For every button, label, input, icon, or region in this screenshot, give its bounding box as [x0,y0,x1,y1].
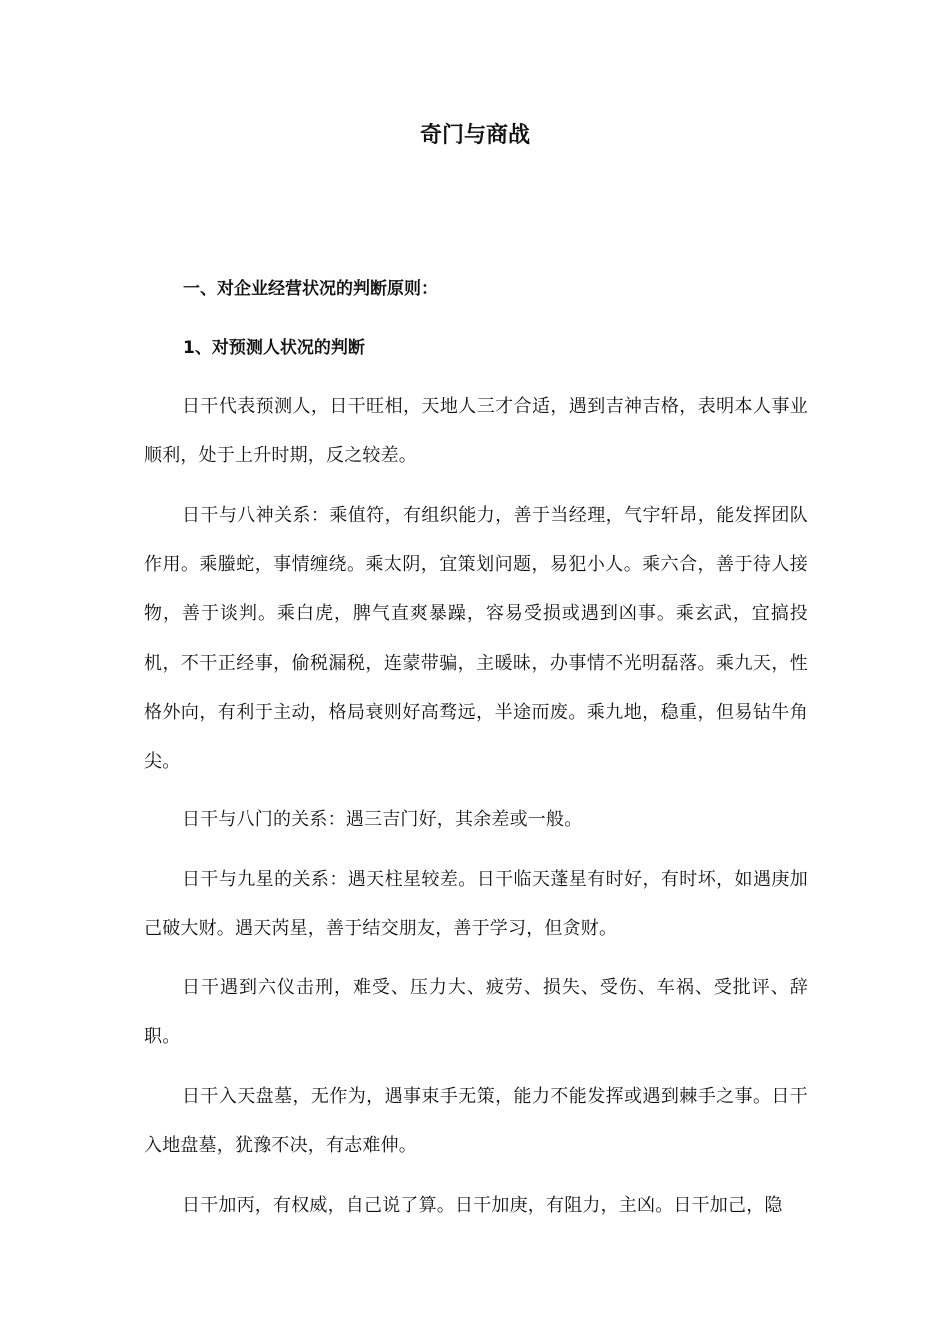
paragraph-eight-gates: 日干与八门的关系：遇三吉门好，其余差或一般。 [182,809,583,830]
paragraph-eight-gods: 日干与八神关系：乘值符，有组织能力，善于当经理，气宇轩昂，能发挥团队作用。乘螣蛇，事情缠绕。乘太阴，宜策划问题，易犯小人。乘六合，善于待人接物，善于谈判。乘白虎，脾气直爽暴躁，容易受损或遇到凶事。乘玄武，宜搞投机，不干正经事，偷税漏税，连蒙带骗，主暖昧，办事情不光明磊落。乘九天，性格外向，有利于主动，格局衰则好高骛远，半途而废。乘九地，稳重，但易钻牛角尖。 [144,505,808,773]
paragraph-day-stem-combinations: 日干加丙，有权威，自己说了算。日干加庚，有阻力，主凶。日干加己，隐 [182,1195,783,1216]
paragraph-six-yi-punishment: 日干遇到六仪击刑，难受、压力大、疲劳、损失、受伤、车祸、受批评、辞职。 [144,977,808,1048]
subsection-heading: 1、对预测人状况的判断 [183,338,365,358]
section-heading: 一、对企业经营状况的判断原则： [183,279,438,299]
paragraph-predictor-status: 日干代表预测人，日干旺相，天地人三才合适，遇到吉神吉格，表明本人事业顺利，处于上升时期，反之较差。 [144,396,808,467]
paragraph-nine-stars: 日干与九星的关系：遇天柱星较差。日干临天蓬星有时好，有时坏，如遇庚加己破大财。遇天芮星，善于结交朋友，善于学习，但贪财。 [144,869,808,940]
paragraph-tomb: 日干入天盘墓，无作为，遇事束手无策，能力不能发挥或遇到棘手之事。日干入地盘墓，犹豫不决，有志难伸。 [144,1086,808,1157]
document-title: 奇门与商战 [419,123,530,148]
